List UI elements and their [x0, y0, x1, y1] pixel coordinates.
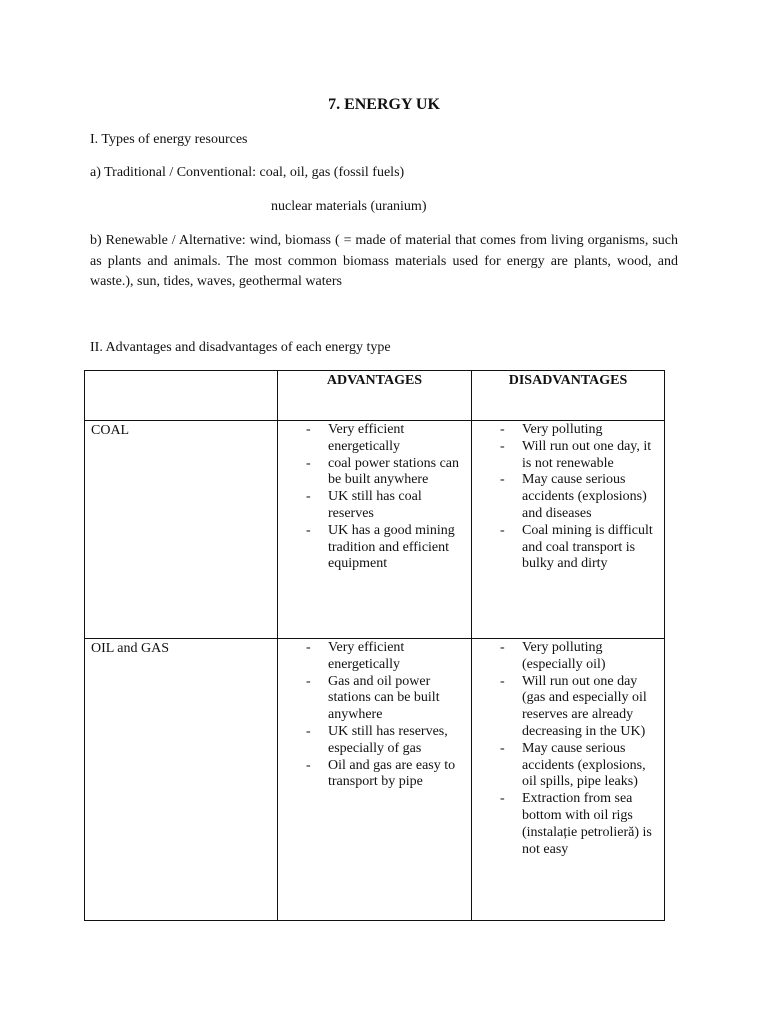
coal-disadvantages-cell — [472, 421, 665, 639]
list-item: - Very efficient energetically — [328, 422, 463, 456]
header-disadvantages: DISADVANTAGES — [472, 371, 665, 421]
traditional-resources: a) Traditional / Conventional: coal, oil, gas (fossil fuels) — [90, 165, 405, 180]
coal-advantages-cell — [278, 421, 472, 639]
list-item: - Very efficient energetically — [328, 640, 463, 674]
list-item: - Will run out one day, it is not renewable — [522, 439, 658, 473]
coal-disadvantages-list — [472, 422, 664, 573]
list-item: - Very polluting (especially oil) — [522, 640, 658, 674]
list-item: - May cause serious accidents (explosions) and diseases — [522, 472, 658, 522]
list-item: - Will run out one day (gas and especially oil reserves are already decreasing in the UK) — [522, 674, 658, 741]
document-title: 7. ENERGY UK — [328, 96, 440, 113]
list-item: - Oil and gas are easy to transport by pipe — [328, 758, 463, 792]
oil-gas-disadvantages-list — [472, 640, 664, 858]
header-advantages: ADVANTAGES — [278, 371, 472, 421]
header-empty — [85, 371, 278, 421]
list-item: - UK still has reserves, especially of gas — [328, 724, 463, 758]
table-row — [85, 639, 665, 921]
list-item: - Very polluting — [522, 422, 658, 439]
nuclear-resources: nuclear materials (uranium) — [271, 199, 427, 214]
list-item: - May cause serious accidents (explosions, oil spills, pipe leaks) — [522, 741, 658, 791]
list-item: - Extraction from sea bottom with oil rigs (instalație petrolieră) is not easy — [522, 791, 658, 858]
energy-comparison-table — [84, 370, 665, 921]
table-header-row — [85, 371, 665, 421]
list-item: - Gas and oil power stations can be built anywhere — [328, 674, 463, 724]
list-item: - Coal mining is difficult and coal transport is bulky and dirty — [522, 523, 658, 573]
coal-advantages-list — [278, 422, 471, 573]
oil-gas-advantages-cell — [278, 639, 472, 921]
list-item: - UK still has coal reserves — [328, 489, 463, 523]
row-label-coal: COAL — [85, 421, 278, 639]
section-heading-types: I. Types of energy resources — [90, 132, 248, 147]
oil-gas-advantages-list — [278, 640, 471, 791]
table-row — [85, 421, 665, 639]
list-item: - coal power stations can be built anywhere — [328, 456, 463, 490]
oil-gas-disadvantages-cell — [472, 639, 665, 921]
list-item: - UK has a good mining tradition and efficient equipment — [328, 523, 463, 573]
row-label-oil-gas: OIL and GAS — [85, 639, 278, 921]
section-heading-advantages: II. Advantages and disadvantages of each energy type — [90, 340, 391, 355]
renewable-resources: b) Renewable / Alternative: wind, biomass ( = made of material that comes from living organisms, such as plants and animals. The most common biomass materials used for energy are plants, wood, and waste.), sun, tides, waves, geothermal waters — [90, 233, 678, 289]
